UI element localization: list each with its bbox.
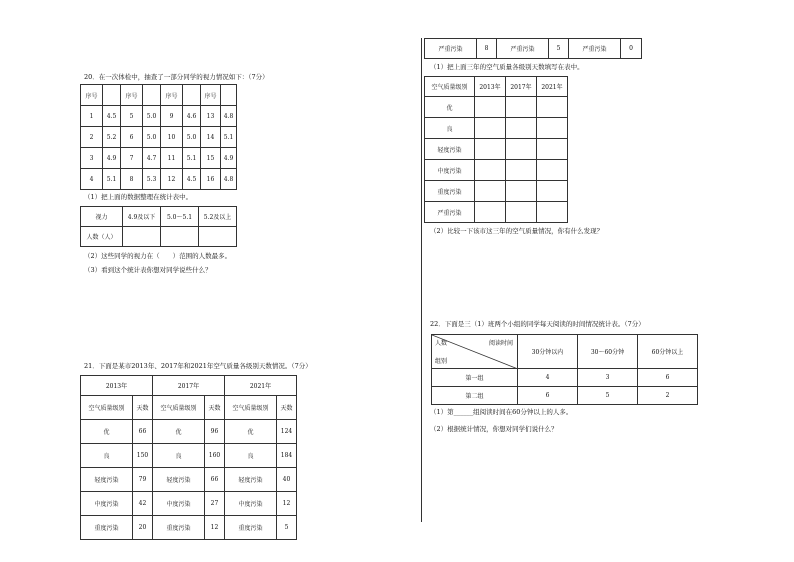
q20-cell: 3 <box>81 148 103 169</box>
q22-cell: 6 <box>638 369 698 387</box>
q20-cell: 5.0 <box>143 127 161 148</box>
q20-cell: 4.9 <box>221 148 237 169</box>
column-divider <box>421 38 422 522</box>
q21-cell: 优 <box>225 420 277 444</box>
q20-stat-cell: 5.2及以上 <box>199 207 237 227</box>
q21-fill-table <box>424 76 568 223</box>
q20-cell: 5.1 <box>183 148 201 169</box>
q22-diagonal-header <box>432 335 518 369</box>
q21-cell: 96 <box>205 420 225 444</box>
q21-cell: 20 <box>133 516 153 540</box>
q20-cell: 6 <box>121 127 143 148</box>
q21-data-table <box>80 375 297 540</box>
q20-cell: 14 <box>201 127 221 148</box>
q21-answer-cell[interactable] <box>506 181 537 202</box>
q21-cell: 5 <box>277 516 297 540</box>
q21-year-header: 2017年 <box>153 376 225 396</box>
q20-cell: 4.9 <box>103 148 121 169</box>
q20-cell: 序号 <box>81 85 103 106</box>
q21-sub1: （1）把上面三年的空气质量各级别天数填写在表中。 <box>430 63 584 71</box>
q21-cell: 轻度污染 <box>81 468 133 492</box>
q22-cell: 3 <box>578 369 638 387</box>
q21-cell: 良 <box>153 444 205 468</box>
q20-stat-cell: 4.9及以下 <box>123 207 161 227</box>
q20-title: 20．在一次体检中，抽查了一部分同学的视力情况如下：（7分） <box>84 73 269 81</box>
q20-cell: 10 <box>161 127 183 148</box>
q22-diag-bottom: 组别 <box>435 358 448 365</box>
q21-fill-level: 重度污染 <box>425 181 475 202</box>
q22-title: 22．下面是三（1）班两个小组的同学每天阅读的时间情况统计表。（7分） <box>430 320 645 328</box>
q21-cell: 重度污染 <box>225 516 277 540</box>
q22-diag-top: 阅读时间 <box>488 340 513 347</box>
q20-cell: 15 <box>201 148 221 169</box>
q20-cell <box>221 85 237 106</box>
q20-cell: 11 <box>161 148 183 169</box>
q20-stat-table <box>80 206 237 247</box>
q20-cell: 7 <box>121 148 143 169</box>
q21-fill-level: 中度污染 <box>425 160 475 181</box>
q21-cell: 124 <box>277 420 297 444</box>
q21-col-days: 天数 <box>133 396 153 420</box>
q21-col-level: 空气质量级别 <box>81 396 133 420</box>
q20-answer-cell[interactable] <box>161 227 199 247</box>
q20-cell: 4.6 <box>183 106 201 127</box>
q21-cell: 184 <box>277 444 297 468</box>
q21-col-level: 空气质量级别 <box>225 396 277 420</box>
q21-answer-cell[interactable] <box>537 97 568 118</box>
q20-cell: 4.5 <box>183 169 201 190</box>
q21-answer-cell[interactable] <box>537 139 568 160</box>
q21-answer-cell[interactable] <box>475 118 506 139</box>
q21-answer-cell[interactable] <box>537 202 568 223</box>
q20-cell <box>183 85 201 106</box>
q20-cell: 5.0 <box>143 106 161 127</box>
q21-fill-level: 优 <box>425 97 475 118</box>
q21-answer-cell[interactable] <box>537 181 568 202</box>
q21-cell: 轻度污染 <box>225 468 277 492</box>
q21-col-days: 天数 <box>277 396 297 420</box>
q21-fill-level: 严重污染 <box>425 202 475 223</box>
q21-answer-cell[interactable] <box>506 139 537 160</box>
q21-cell: 66 <box>205 468 225 492</box>
q20-cell: 5.1 <box>103 169 121 190</box>
q21-cell: 优 <box>81 420 133 444</box>
q21-answer-cell[interactable] <box>506 118 537 139</box>
q20-stat-cell: 人数（人） <box>81 227 123 247</box>
q21-cell: 27 <box>205 492 225 516</box>
q20-cell: 13 <box>201 106 221 127</box>
q20-answer-cell[interactable] <box>123 227 161 247</box>
q20-cell: 2 <box>81 127 103 148</box>
q21-fill-header: 2017年 <box>506 77 537 97</box>
q21-fill-header: 空气质量级别 <box>425 77 475 97</box>
q22-sub2: （2）根据统计情况，你想对同学们说什么？ <box>430 425 558 433</box>
q21-cell: 严重污染 <box>497 39 549 59</box>
q20-cell: 5.0 <box>183 127 201 148</box>
q21-cell: 中度污染 <box>153 492 205 516</box>
q20-cell: 4.7 <box>143 148 161 169</box>
q21-cell: 良 <box>81 444 133 468</box>
q21-cell: 42 <box>133 492 153 516</box>
q21-cell: 轻度污染 <box>153 468 205 492</box>
q21-cell: 中度污染 <box>225 492 277 516</box>
q20-cell: 1 <box>81 106 103 127</box>
q22-col-header: 30分钟以内 <box>518 335 578 369</box>
q20-cell: 序号 <box>161 85 183 106</box>
q20-answer-cell[interactable] <box>199 227 237 247</box>
q21-title: 21．下面是某市2013年、2017年和2021年空气质量各级别天数情况。（7分） <box>84 362 312 370</box>
q20-cell <box>143 85 161 106</box>
q20-cell: 序号 <box>201 85 221 106</box>
q22-sub1: （1）第______组阅读时间在60分钟以上的人多。 <box>430 408 573 416</box>
q21-col-level: 空气质量级别 <box>153 396 205 420</box>
q21-answer-cell[interactable] <box>506 97 537 118</box>
q20-sub1: （1）把上面的数据整理在统计表中。 <box>84 193 193 201</box>
q21-cell: 40 <box>277 468 297 492</box>
q20-cell: 5 <box>121 106 143 127</box>
q22-cell: 4 <box>518 369 578 387</box>
q21-severe-row <box>424 38 642 59</box>
q20-cell: 4.8 <box>221 169 237 190</box>
q21-cell: 5 <box>549 39 569 59</box>
q20-cell <box>103 85 121 106</box>
q22-cell: 第二组 <box>432 387 518 405</box>
q21-cell: 150 <box>133 444 153 468</box>
q21-cell: 严重污染 <box>425 39 477 59</box>
q21-sub2: （2）比较一下该市这三年的空气质量情况，你有什么发现？ <box>430 227 604 235</box>
q21-cell: 66 <box>133 420 153 444</box>
q21-cell: 重度污染 <box>153 516 205 540</box>
q21-cell: 8 <box>477 39 497 59</box>
q21-answer-cell[interactable] <box>537 118 568 139</box>
q21-cell: 12 <box>205 516 225 540</box>
q20-cell: 4 <box>81 169 103 190</box>
q20-cell: 5.2 <box>103 127 121 148</box>
q20-stat-cell: 视力 <box>81 207 123 227</box>
q22-cell: 6 <box>518 387 578 405</box>
q21-cell: 优 <box>153 420 205 444</box>
q21-answer-cell[interactable] <box>475 160 506 181</box>
q20-cell: 序号 <box>121 85 143 106</box>
q22-cell: 第一组 <box>432 369 518 387</box>
q21-answer-cell[interactable] <box>475 202 506 223</box>
q20-cell: 16 <box>201 169 221 190</box>
q21-fill-header: 2021年 <box>537 77 568 97</box>
q20-cell: 12 <box>161 169 183 190</box>
q20-cell: 5.3 <box>143 169 161 190</box>
q22-cell: 5 <box>578 387 638 405</box>
q21-cell: 12 <box>277 492 297 516</box>
q20-cell: 4.5 <box>103 106 121 127</box>
q21-cell: 重度污染 <box>81 516 133 540</box>
q20-cell: 9 <box>161 106 183 127</box>
q21-cell: 良 <box>225 444 277 468</box>
q20-sub3: （3）看到这个统计表你想对同学说些什么？ <box>84 266 212 274</box>
q22-col-header: 30～60分钟 <box>578 335 638 369</box>
q21-fill-header: 2013年 <box>475 77 506 97</box>
q21-cell: 160 <box>205 444 225 468</box>
q21-cell: 中度污染 <box>81 492 133 516</box>
q21-answer-cell[interactable] <box>475 97 506 118</box>
q21-answer-cell[interactable] <box>475 181 506 202</box>
q21-year-header: 2013年 <box>81 376 153 396</box>
q21-col-days: 天数 <box>205 396 225 420</box>
q21-cell: 严重污染 <box>569 39 621 59</box>
q21-answer-cell[interactable] <box>537 160 568 181</box>
q20-data-table <box>80 84 237 190</box>
q21-year-header: 2021年 <box>225 376 297 396</box>
q20-cell: 5.1 <box>221 127 237 148</box>
q21-fill-level: 轻度污染 <box>425 139 475 160</box>
q21-cell: 0 <box>621 39 642 59</box>
q21-cell: 79 <box>133 468 153 492</box>
q22-diag-mid: 人数 <box>435 340 448 347</box>
q21-answer-cell[interactable] <box>506 160 537 181</box>
q22-col-header: 60分钟以上 <box>638 335 698 369</box>
q21-answer-cell[interactable] <box>506 202 537 223</box>
q21-fill-level: 良 <box>425 118 475 139</box>
q20-sub2: （2）这些同学的视力在（ ）范围的人数最多。 <box>84 252 232 260</box>
q20-cell: 4.8 <box>221 106 237 127</box>
q22-cell: 2 <box>638 387 698 405</box>
q22-table <box>431 334 698 405</box>
q20-cell: 8 <box>121 169 143 190</box>
q21-answer-cell[interactable] <box>475 139 506 160</box>
q20-stat-cell: 5.0～5.1 <box>161 207 199 227</box>
